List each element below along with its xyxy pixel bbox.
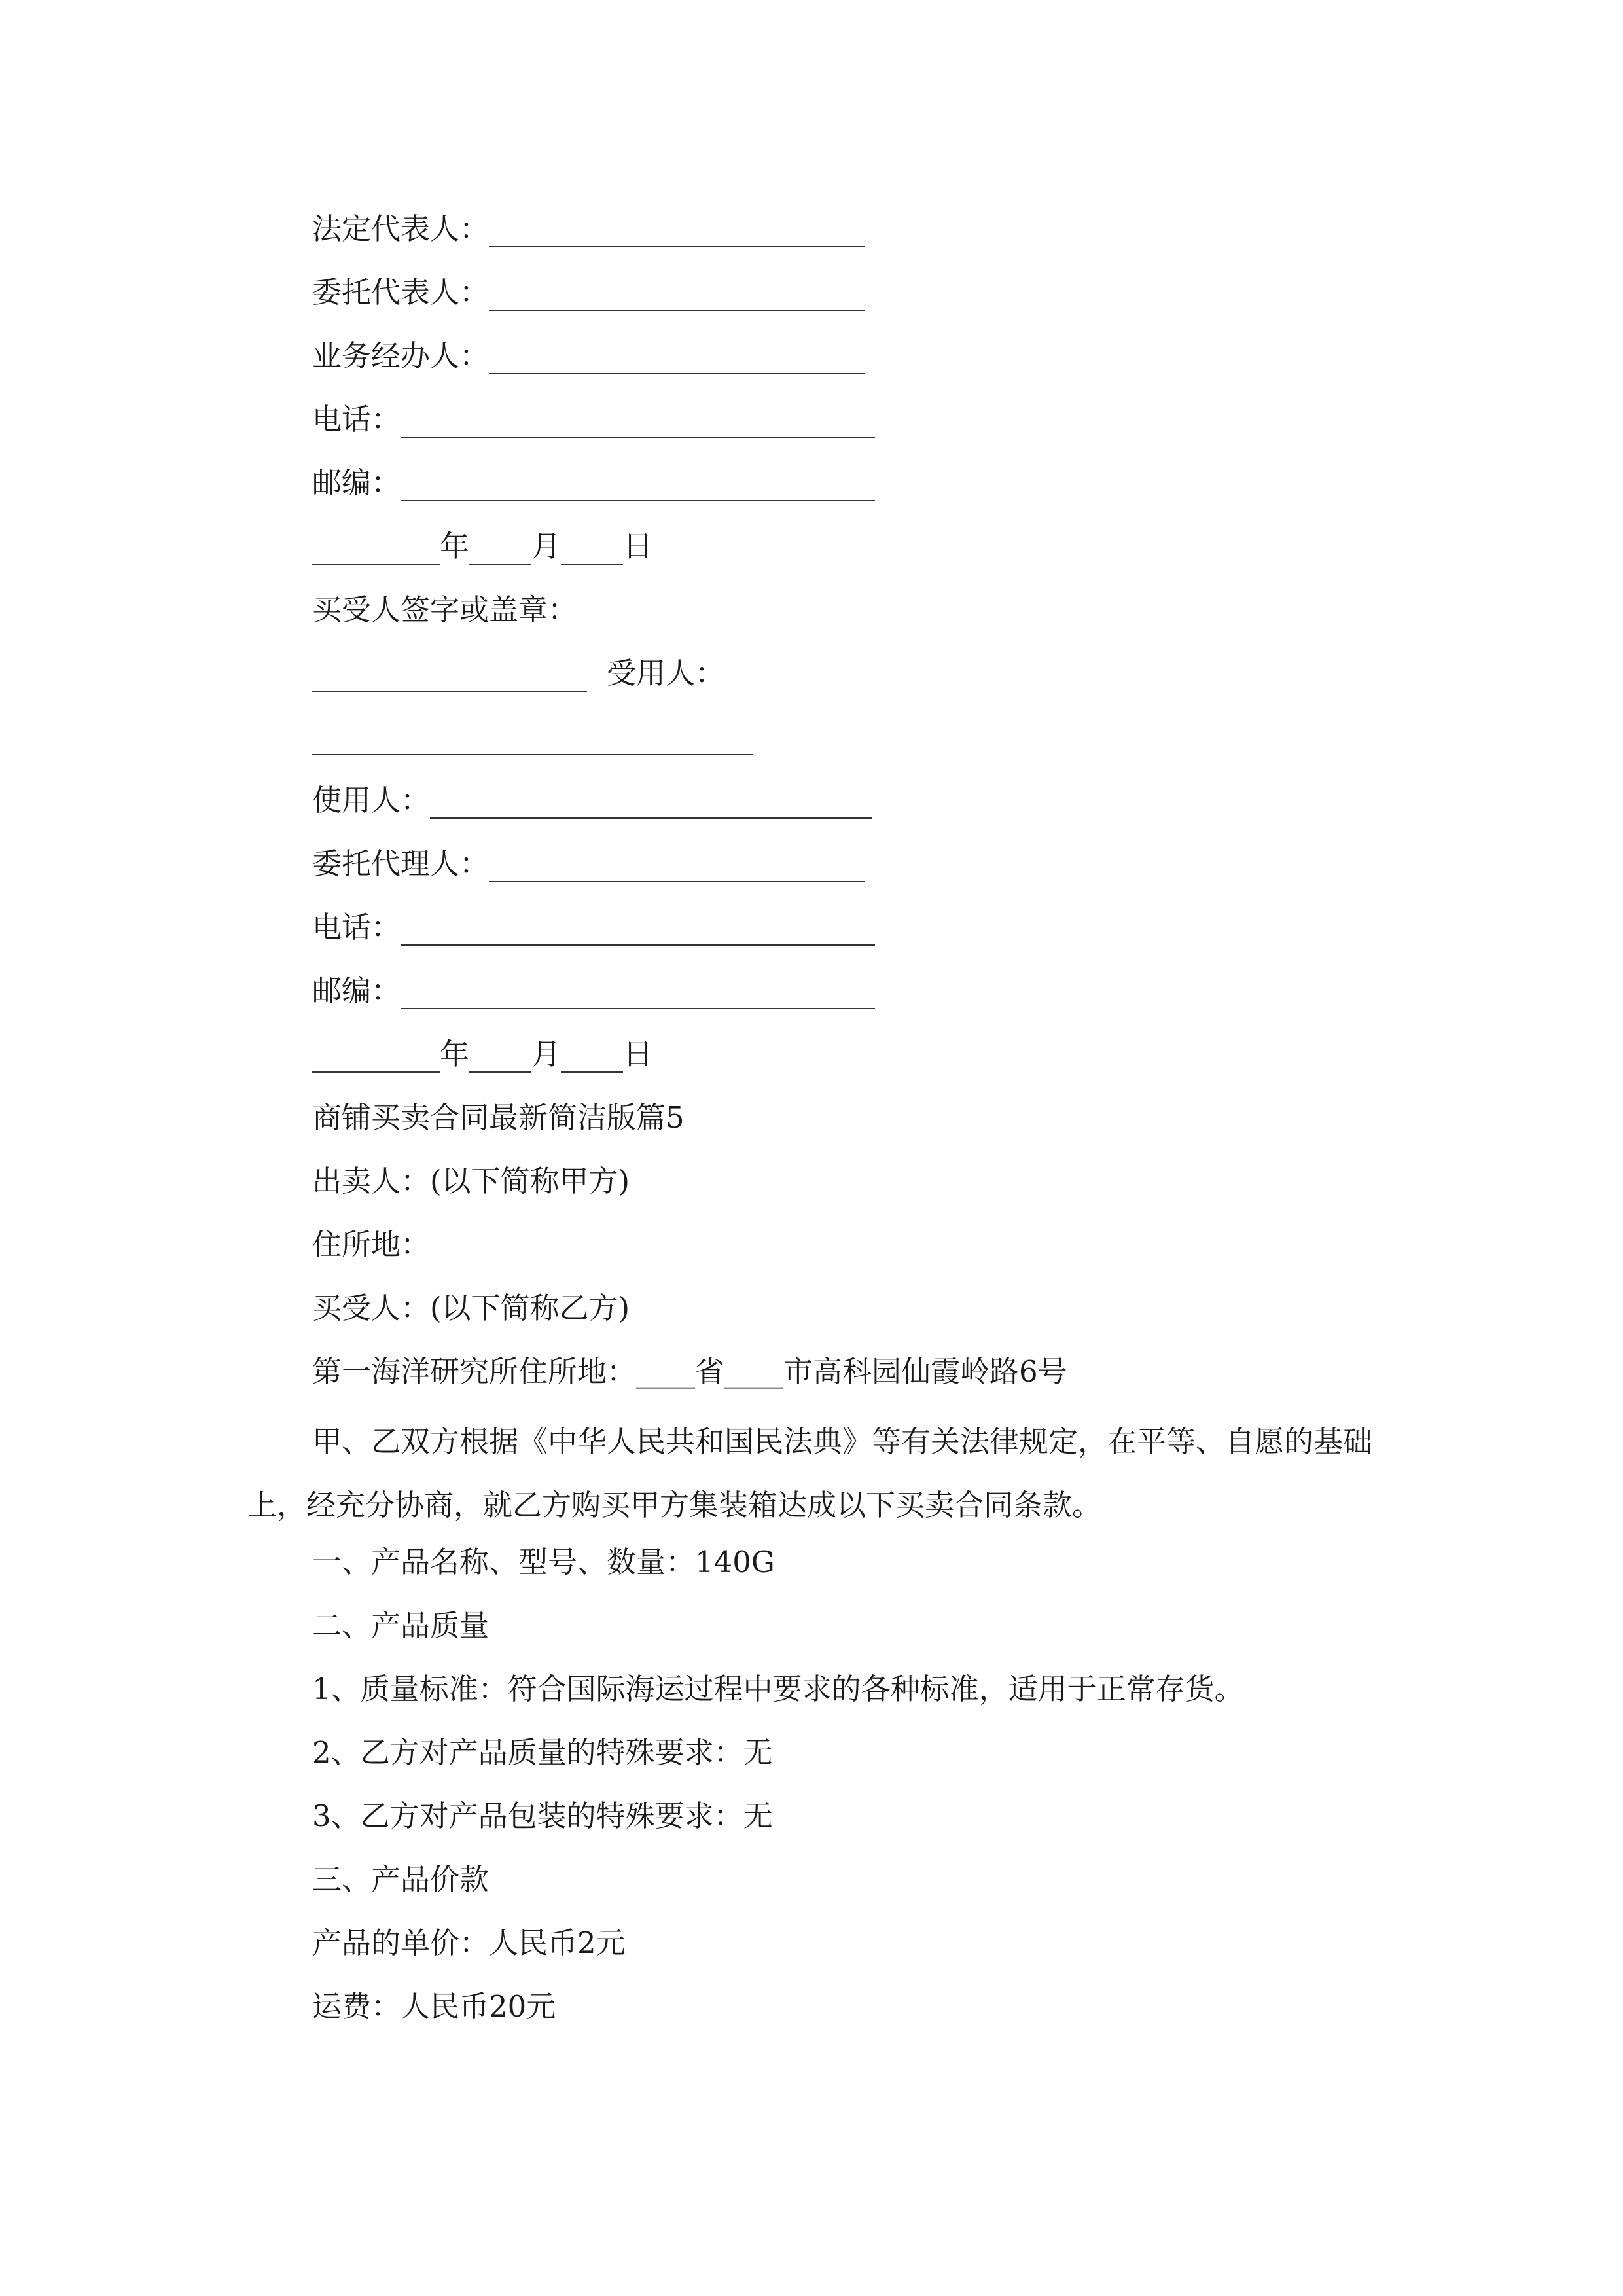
item2-heading: 二、产品质量 xyxy=(312,1608,490,1643)
freight-line: 运费：人民币20元 xyxy=(312,1989,556,2024)
item3-heading: 三、产品价款 xyxy=(312,1862,490,1897)
item1-line: 一、产品名称、型号、数量：140G xyxy=(312,1545,775,1579)
buyer-year-label: 年 xyxy=(440,1037,470,1071)
item2-1-line: 1、质量标准：符合国际海运过程中要求的各种标准，适用于正常存货。 xyxy=(312,1672,1244,1706)
item2-2-line: 2、乙方对产品质量的特殊要求：无 xyxy=(312,1735,773,1770)
legal-rep-row xyxy=(312,209,865,249)
seller-date-row xyxy=(312,527,652,566)
buyer-postcode-label: 邮编： xyxy=(312,973,401,1008)
seller-postcode-blank[interactable] xyxy=(401,463,875,501)
agent-row xyxy=(312,844,865,884)
entrusted-rep-blank[interactable] xyxy=(489,273,865,311)
handler-row xyxy=(312,336,865,376)
buyer-month-blank[interactable] xyxy=(469,1035,531,1073)
recipient-sign-blank[interactable] xyxy=(312,654,587,692)
buyer-phone-label: 电话： xyxy=(312,910,401,944)
buyer-date-row xyxy=(312,1035,652,1074)
buyer-month-label: 月 xyxy=(531,1037,562,1071)
seller-year-label: 年 xyxy=(440,529,470,564)
legal-rep-label: 法定代表人： xyxy=(312,211,490,246)
buyer-address-line: 第一海洋研究所住所地：____省____市高科园仙霞岭路6号 xyxy=(312,1354,1067,1389)
buyer-line: 买受人：(以下简称乙方) xyxy=(312,1291,630,1325)
recipient-row xyxy=(312,654,724,693)
seller-phone-label: 电话： xyxy=(312,402,401,437)
user-row xyxy=(312,781,872,820)
seller-day-blank[interactable] xyxy=(561,527,623,565)
agent-blank[interactable] xyxy=(489,844,865,882)
legal-rep-blank[interactable] xyxy=(489,209,865,247)
unit-price-line: 产品的单价：人民币2元 xyxy=(312,1926,626,1960)
seller-phone-blank[interactable] xyxy=(401,400,875,438)
entrusted-rep-label: 委托代表人： xyxy=(312,275,490,310)
agent-label: 委托代理人： xyxy=(312,846,490,881)
handler-label: 业务经办人： xyxy=(312,338,490,373)
buyer-phone-blank[interactable] xyxy=(401,908,875,946)
seller-postcode-label: 邮编： xyxy=(312,465,401,500)
intro-paragraph: 甲、乙双方根据《中华人民共和国民法典》等有关法律规定，在平等、自愿的基础上，经充分协商，就乙方购买甲方集装箱达成以下买卖合同条款。 xyxy=(247,1424,1373,1522)
seller-day-label: 日 xyxy=(623,529,653,564)
recipient-label: 受用人： xyxy=(607,656,725,691)
recipient-blank[interactable] xyxy=(312,717,753,755)
user-blank[interactable] xyxy=(430,781,872,819)
seller-year-blank[interactable] xyxy=(312,527,440,565)
buyer-postcode-blank[interactable] xyxy=(401,971,875,1009)
buyer-year-blank[interactable] xyxy=(312,1035,440,1073)
handler-blank[interactable] xyxy=(489,336,865,374)
buyer-phone-row xyxy=(312,908,875,947)
buyer-postcode-row xyxy=(312,971,875,1011)
seller-month-label: 月 xyxy=(531,529,562,564)
contract-heading: 商铺买卖合同最新简洁版篇5 xyxy=(312,1100,685,1135)
user-label: 使用人： xyxy=(312,783,431,817)
recipient-line-row xyxy=(312,717,753,757)
seller-postcode-row xyxy=(312,463,875,503)
residence-line: 住所地： xyxy=(312,1227,431,1262)
entrusted-rep-row xyxy=(312,273,865,312)
item2-3-line: 3、乙方对产品包装的特殊要求：无 xyxy=(312,1799,773,1833)
buyer-sign-title: 买受人签字或盖章： xyxy=(312,592,578,627)
seller-line: 出卖人：(以下简称甲方) xyxy=(312,1164,630,1198)
seller-phone-row xyxy=(312,400,875,439)
buyer-day-blank[interactable] xyxy=(561,1035,623,1073)
seller-month-blank[interactable] xyxy=(469,527,531,565)
buyer-day-label: 日 xyxy=(623,1037,653,1071)
